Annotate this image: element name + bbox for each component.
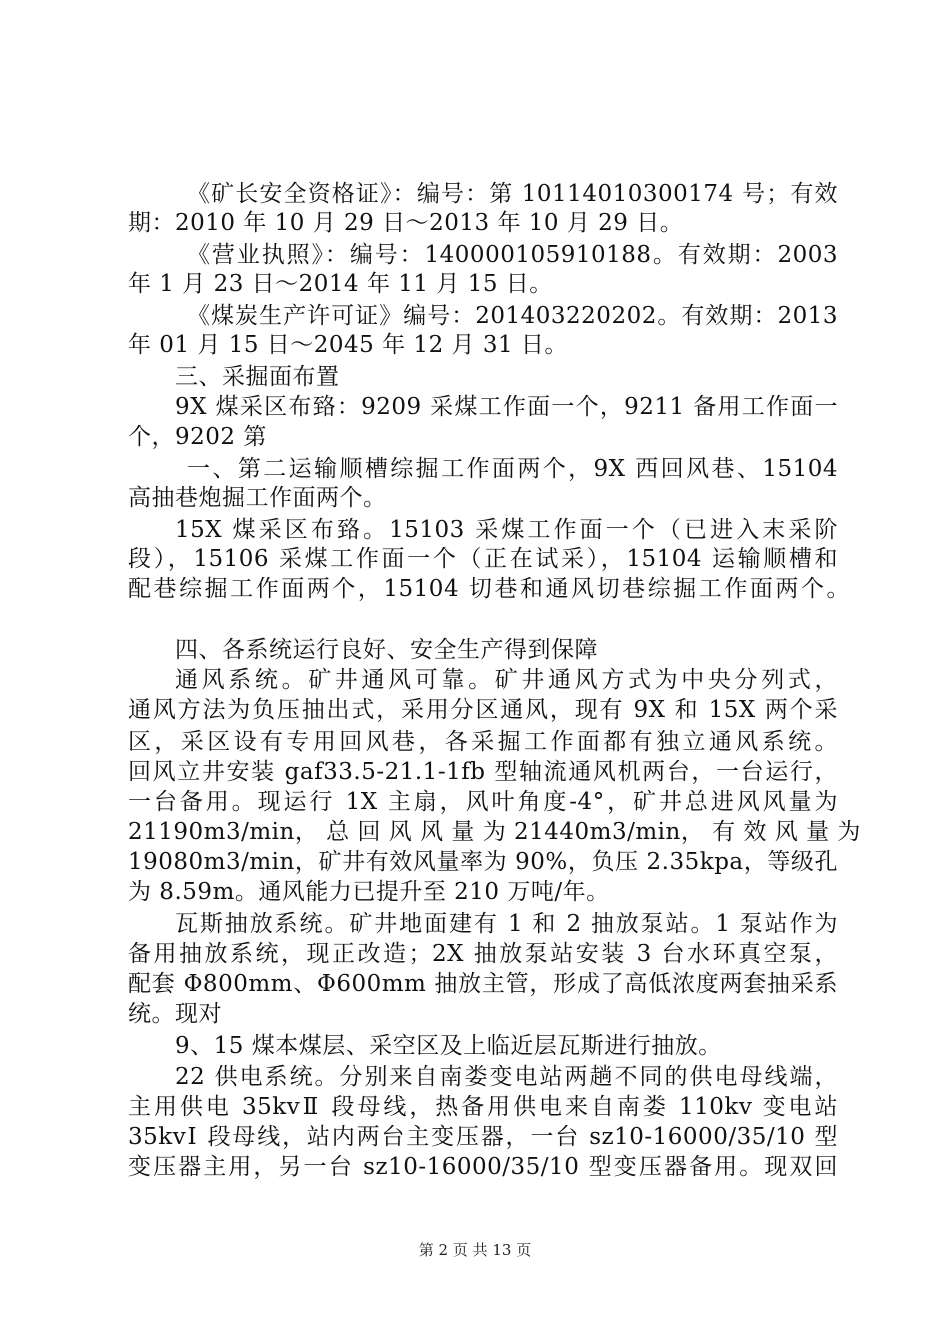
text-line: 19080m3/min，矿井有效风量率为 90%，负压 2.35kpa，等级孔 — [128, 849, 838, 875]
text-line: 年 1 月 23 日～2014 年 11 月 15 日。 — [128, 271, 553, 297]
text-line: 主用供电 35kvⅡ 段母线，热备用供电来自南娄 110kv 变电站 — [128, 1094, 838, 1120]
text-line: 段），15106 采煤工作面一个（正在试采），15104 运输顺槽和 — [128, 546, 838, 572]
text-line: 为 8.59m。通风能力已提升至 210 万吨/年。 — [128, 879, 610, 905]
text-line: 21190m3/min， 总 回 风 风 量 为 21440m3/min， 有 效 风 量 为 — [128, 819, 861, 845]
text-line: 年 01 月 15 日～2045 年 12 月 31 日。 — [128, 332, 568, 358]
text-line: 统。现对 — [128, 1001, 222, 1027]
text-line: 变压器主用，另一台 sz10-16000/35/10 型变压器备用。现双回 — [128, 1154, 838, 1180]
section-heading: 三、采掘面布置 — [175, 364, 340, 390]
text-line: 9、15 煤本煤层、采空区及上临近层瓦斯进行抽放。 — [175, 1033, 722, 1059]
text-line: 高抽巷炮掘工作面两个。 — [128, 485, 387, 511]
text-line: 通风系统。矿井通风可靠。矿井通风方式为中央分列式， — [175, 667, 838, 693]
text-line: 15X 煤采区布臵。15103 采煤工作面一个（已进入末采阶 — [175, 517, 838, 543]
text-line: 《营业执照》：编号：140000105910188。有效期：2003 — [187, 242, 838, 268]
text-line: 一、第二运输顺槽综掘工作面两个，9X 西回风巷、15104 — [187, 456, 838, 482]
page-footer: 第 2 页 共 13 页 — [418, 1241, 532, 1259]
text-line: 瓦斯抽放系统。矿井地面建有 1 和 2 抽放泵站。1 泵站作为 — [175, 911, 838, 937]
text-line: 35kvⅠ 段母线，站内两台主变压器，一台 sz10-16000/35/10 型 — [128, 1124, 838, 1150]
text-line: 9X 煤采区布臵：9209 采煤工作面一个，9211 备用工作面一 — [175, 394, 838, 420]
text-line: 备用抽放系统，现正改造；2X 抽放泵站安装 3 台水环真空泵， — [128, 941, 838, 967]
section-heading: 四、各系统运行良好、安全生产得到保障 — [175, 637, 598, 663]
text-line: 配巷综掘工作面两个，15104 切巷和通风切巷综掘工作面两个。 — [128, 576, 850, 602]
text-line: 配套 Φ800mm、Φ600mm 抽放主管，形成了高低浓度两套抽采系 — [128, 971, 838, 997]
text-line: 个，9202 第 — [128, 424, 267, 450]
text-line: 22 供电系统。分别来自南娄变电站两趟不同的供电母线端， — [175, 1064, 838, 1090]
text-line: 期：2010 年 10 月 29 日～2013 年 10 月 29 日。 — [128, 210, 684, 236]
text-line: 《矿长安全资格证》：编号：第 10114010300174 号；有效 — [187, 181, 838, 207]
text-line: 《煤炭生产许可证》编号：201403220202。有效期：2013 — [187, 303, 838, 329]
text-line: 通风方法为负压抽出式，采用分区通风，现有 9X 和 15X 两个采 — [128, 697, 838, 723]
text-line: 区，采区设有专用回风巷，各采掘工作面都有独立通风系统。 — [128, 729, 838, 755]
text-line: 回风立井安装 gaf33.5-21.1-1fb 型轴流通风机两台，一台运行， — [128, 759, 838, 785]
text-line: 一台备用。现运行 1X 主扇，风叶角度-4°，矿井总进风风量为 — [128, 789, 838, 815]
